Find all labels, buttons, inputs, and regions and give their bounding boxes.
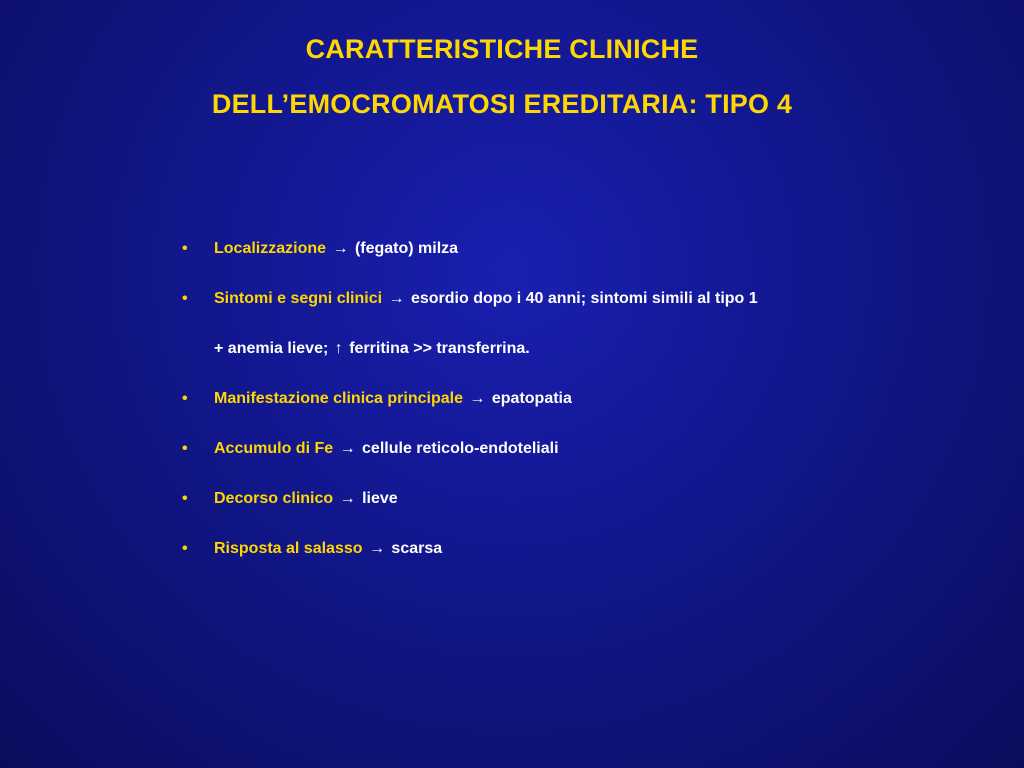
arrow-right-icon: →: [469, 390, 486, 407]
bullet-icon: •: [182, 540, 188, 557]
bullet-continuation-suffix: ferritina >> transferrina.: [349, 340, 530, 357]
bullet-text: epatopatia: [491, 390, 572, 407]
bullet-item-accumulo: [182, 436, 942, 461]
bullet-list: [182, 236, 942, 586]
bullet-icon: •: [182, 240, 188, 257]
bullet-item-localizzazione: [182, 236, 942, 261]
arrow-right-icon: →: [368, 540, 385, 557]
bullet-continuation: [214, 336, 942, 361]
bullet-item-decorso: [182, 486, 942, 511]
bullet-keyword: Sintomi e segni clinici: [214, 290, 383, 307]
bullet-icon: •: [182, 440, 188, 457]
bullet-text: esordio dopo i 40 anni; sintomi simili al tipo 1: [410, 290, 758, 307]
arrow-right-icon: →: [332, 240, 349, 257]
arrow-right-icon: →: [339, 440, 356, 457]
bullet-keyword: Localizzazione: [214, 240, 327, 257]
bullet-text: cellule reticolo-endoteliali: [362, 440, 559, 457]
bullet-item-sintomi: [182, 286, 942, 361]
bullet-icon: •: [182, 390, 188, 407]
bullet-text: lieve: [362, 490, 398, 507]
bullet-item-risposta: [182, 536, 942, 561]
bullet-item-manifestazione: [182, 386, 942, 411]
bullet-keyword: Manifestazione clinica principale: [214, 390, 463, 407]
slide-title-line-2: DELL’EMOCROMATOSI EREDITARIA: TIPO 4: [211, 89, 793, 119]
bullet-continuation-prefix: + anemia lieve;: [214, 340, 329, 357]
arrow-right-icon: →: [388, 290, 405, 307]
bullet-text: (fegato) milza: [354, 240, 459, 257]
bullet-icon: •: [182, 290, 188, 307]
bullet-text: scarsa: [391, 540, 443, 557]
bullet-icon: •: [182, 490, 188, 507]
bullet-keyword: Accumulo di Fe: [214, 440, 334, 457]
arrow-up-icon: ↑: [334, 340, 343, 357]
slide-title-line-1: CARATTERISTICHE CLINICHE: [305, 34, 699, 64]
bullet-keyword: Decorso clinico: [214, 490, 334, 507]
arrow-right-icon: →: [339, 490, 356, 507]
bullet-keyword: Risposta al salasso: [214, 540, 363, 557]
